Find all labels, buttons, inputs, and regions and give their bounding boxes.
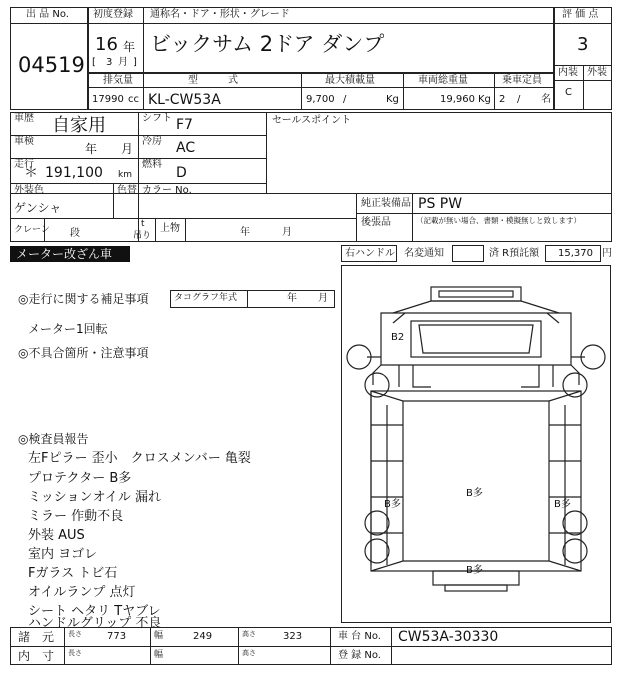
- tacho-label: タコグラフ年式: [174, 293, 238, 303]
- height-label: 高さ: [242, 630, 256, 638]
- color-no-title: カラー No.: [142, 185, 192, 196]
- inspector-item: オイルランプ 点灯: [28, 585, 136, 600]
- damage-mark-rear: B多: [466, 565, 483, 576]
- fuel-value: D: [176, 165, 187, 181]
- reg-month-unit: 月: [118, 57, 128, 68]
- reg-year: 16: [95, 34, 118, 55]
- fuel-label: 燃料: [142, 159, 162, 170]
- max-load-label: 最大積載量: [325, 75, 375, 86]
- name-change-box: [452, 245, 484, 262]
- factory-opt-value: PS PW: [418, 196, 463, 212]
- inspector-item: 外装 AUS: [28, 528, 85, 543]
- recycle-unit: 円: [602, 248, 612, 259]
- in-width-label: 幅: [154, 650, 164, 660]
- damage-mark-center: B多: [466, 488, 483, 499]
- width-value: 249: [193, 631, 213, 642]
- in-length-label: 長さ: [68, 649, 82, 657]
- mileage-value: 191,100: [45, 165, 103, 181]
- driving-notes-title: ◎走行に関する補足事項: [18, 292, 149, 306]
- inspector-item: ハンドルグリップ 不良: [28, 616, 162, 631]
- body-year: 年: [240, 227, 250, 238]
- reg-no-label: 登 録 No.: [338, 650, 381, 661]
- capacity-unit: 名: [541, 94, 551, 105]
- history-value: 自家用: [52, 115, 106, 136]
- height-value: 323: [283, 631, 303, 642]
- reg-month-close: ]: [133, 57, 137, 68]
- inspector-item: ミラー 作動不良: [28, 509, 124, 524]
- inspector-item: シート ヘタリ Tヤブレ: [28, 604, 161, 619]
- max-load-value: 9,700: [306, 94, 335, 105]
- recycle-label: 済 R預託額: [489, 248, 540, 259]
- damage-mark-b2: B2: [391, 332, 405, 343]
- mileage-unit: km: [118, 170, 132, 180]
- interior-score: C: [565, 87, 572, 98]
- inspection-year: 年: [85, 142, 98, 156]
- capacity-value: 2: [499, 94, 506, 105]
- inspector-item: 左Fピラー 歪小 クロスメンバー 亀裂: [28, 451, 251, 466]
- capacity-slash: /: [517, 94, 521, 105]
- history-label: 車歴: [14, 113, 34, 124]
- exterior-score-label: 外装: [587, 67, 607, 78]
- displacement-value: 17990: [92, 94, 124, 105]
- max-load-slash: /: [343, 94, 347, 105]
- shift-label: シフト: [142, 113, 172, 124]
- model-label: 型 式: [188, 75, 238, 86]
- factory-opt-label: 純正装備品: [361, 198, 411, 209]
- chassis-value: CW53A-30330: [398, 629, 499, 645]
- first-reg-label: 初度登録: [93, 9, 133, 20]
- ext-color-label: 外装色: [14, 185, 44, 196]
- reg-month-open: [: [92, 57, 96, 68]
- crane-t: t: [141, 219, 145, 229]
- inspection-month: 月: [121, 142, 134, 156]
- right-hand-label: 右ハンドル: [345, 248, 395, 259]
- recycle-amount: 15,370: [558, 248, 593, 259]
- ext-color-value: ゲンシャ: [14, 201, 62, 215]
- defects-title: ◎不具合箇所・注意事項: [18, 346, 149, 360]
- aftermarket-label: 後張品: [361, 217, 391, 228]
- width-label: 幅: [154, 631, 164, 641]
- name-change-label: 名変通知: [404, 248, 444, 259]
- ac-value: AC: [176, 140, 196, 156]
- sales-point-label: セールスポイント: [272, 115, 352, 126]
- crane-stage: 段: [70, 228, 80, 239]
- inspector-item: ミッションオイル 漏れ: [28, 490, 161, 505]
- score-overall: 3: [577, 34, 589, 55]
- inspector-title: ◎検査員報告: [18, 432, 89, 446]
- interior-score-label: 内装: [558, 67, 578, 78]
- lot-number: 04519: [18, 53, 85, 77]
- max-load-unit: Kg: [386, 94, 399, 105]
- model-value: KL-CW53A: [148, 92, 221, 108]
- score-label: 評 価 点: [562, 9, 599, 20]
- color-no-label: 色替: [117, 185, 137, 196]
- gross-weight-unit: Kg: [478, 94, 491, 105]
- model-name-label: 通称名・ドア・形状・グレード: [150, 9, 290, 20]
- reg-year-unit: 年: [123, 40, 136, 54]
- crane-label: クレーン: [14, 225, 50, 235]
- aftermarket-note: （記載が無い場合、書類・模擬無しと致します）: [416, 216, 581, 225]
- mileage-prefix: ＊: [24, 165, 38, 181]
- damage-mark-right: B多: [554, 499, 571, 510]
- length-label: 長さ: [68, 630, 82, 638]
- damage-mark-left: B多: [384, 499, 401, 510]
- crane-lift: 吊り: [133, 231, 152, 241]
- shift-value: F7: [176, 117, 193, 133]
- reg-month: 3: [106, 57, 113, 68]
- tacho-month: 月: [318, 293, 328, 304]
- inspector-item: 室内 ヨゴレ: [28, 547, 98, 562]
- chassis-label: 車 台 No.: [338, 631, 381, 642]
- inspector-item: Fガラス トビ石: [28, 566, 118, 581]
- driving-note-item: メーター1回転: [28, 322, 108, 336]
- interior-dims-label: 内 寸: [18, 649, 55, 663]
- displacement-label: 排気量: [103, 75, 133, 86]
- in-height-label: 高さ: [242, 649, 256, 657]
- mileage-label: 走行: [14, 159, 34, 170]
- meter-tamper-badge: メーター改ざん車: [10, 246, 130, 262]
- displacement-unit: cc: [128, 94, 139, 105]
- gross-weight-label: 車両総重量: [418, 75, 468, 86]
- dims-label: 諸 元: [18, 630, 55, 644]
- body-label: 上物: [160, 223, 180, 234]
- inspection-label: 車検: [14, 136, 34, 147]
- body-month: 月: [282, 227, 292, 238]
- length-value: 773: [107, 631, 127, 642]
- capacity-label: 乗車定員: [502, 75, 542, 86]
- ac-label: 冷房: [142, 136, 162, 147]
- inspector-item: プロテクター B多: [28, 471, 132, 486]
- lot-label: 出 品 No.: [26, 9, 69, 20]
- gross-weight-value: 19,960: [440, 94, 475, 105]
- vehicle-name: ビックサム 2ドア ダンプ: [150, 32, 385, 56]
- tacho-year: 年: [287, 293, 297, 304]
